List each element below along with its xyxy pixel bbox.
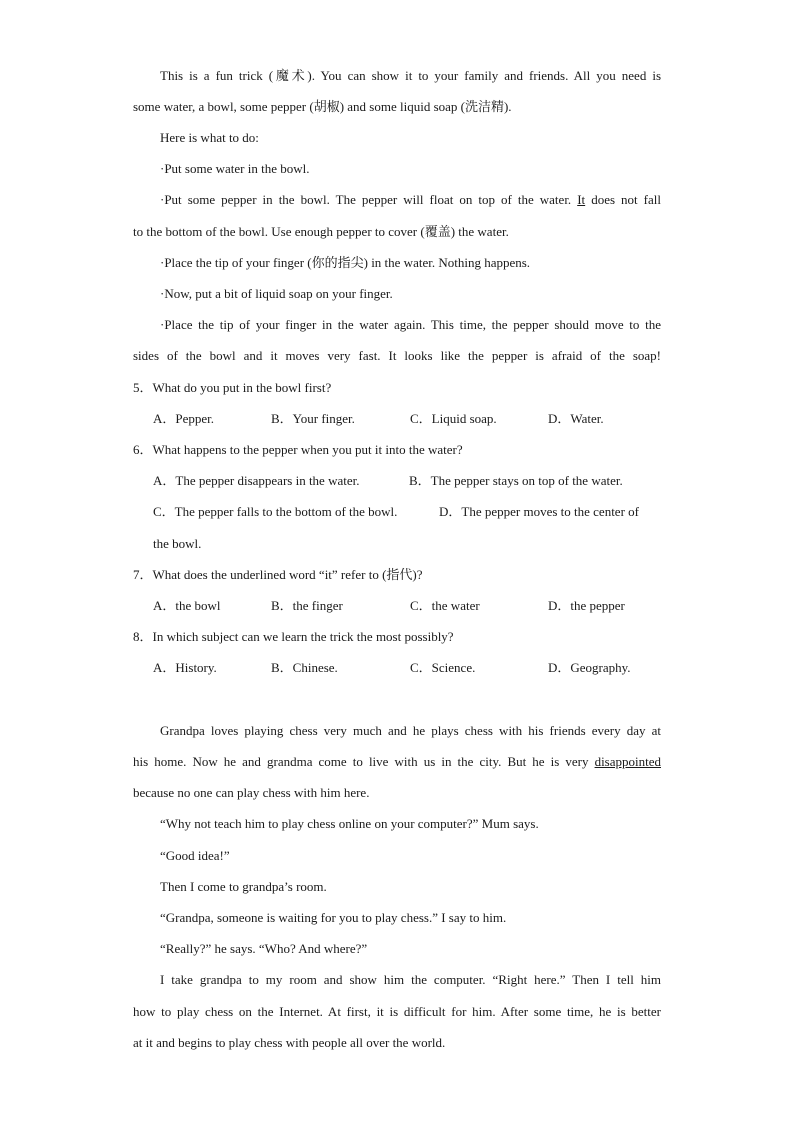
option[interactable]: D．Water.	[548, 411, 604, 426]
passage2-line: “Why not teach him to play chess online on your computer?” Mum says.	[160, 816, 539, 831]
passage2-line: because no one can play chess with him here.	[133, 785, 370, 800]
passage1-line: Here is what to do:	[160, 130, 259, 145]
step-line: ·Place the tip of your finger in the water again. This time, the pepper should move to the	[160, 317, 661, 332]
passage2-line: “Good idea!”	[160, 848, 230, 863]
option[interactable]: A．The pepper disappears in the water.	[153, 473, 360, 488]
underlined-it: It	[577, 192, 586, 207]
underlined-disappointed: disappointed	[594, 754, 661, 769]
option[interactable]: D．Geography.	[548, 660, 631, 675]
passage2-line: “Grandpa, someone is waiting for you to play chess.” I say to him.	[160, 910, 507, 925]
passage2-line: Then I come to grandpa’s room.	[160, 879, 327, 894]
option[interactable]: A．Pepper.	[153, 411, 215, 426]
option[interactable]: B．Chinese.	[271, 660, 338, 675]
option[interactable]: C．Science.	[410, 660, 476, 675]
option[interactable]: A．History.	[153, 660, 217, 675]
option[interactable]: B．the finger	[271, 598, 343, 613]
step-line: ·Place the tip of your finger (你的指尖) in the water. Nothing happens.	[160, 255, 531, 270]
option[interactable]: C．The pepper falls to the bottom of the bowl.	[153, 504, 398, 519]
option[interactable]: D．the pepper	[548, 598, 625, 613]
question-stem: 6．What happens to the pepper when you put it into the water?	[133, 442, 463, 457]
passage2-line: “Really?” he says. “Who? And where?”	[160, 941, 368, 956]
passage2-line	[133, 754, 661, 770]
passage1-line: some water, a bowl, some pepper (胡椒) and some liquid soap (洗洁精).	[133, 99, 512, 114]
option[interactable]: C．the water	[410, 598, 480, 613]
option-continuation-text: the bowl.	[153, 536, 202, 551]
step-line	[160, 192, 661, 208]
option[interactable]: C．Liquid soap.	[410, 411, 497, 426]
question-stem: 7．What does the underlined word “it” refer to (指代)?	[133, 567, 423, 582]
passage2-line: at it and begins to play chess with people all over the world.	[133, 1035, 446, 1050]
option[interactable]: B．The pepper stays on top of the water.	[409, 473, 623, 488]
passage2-line: I take grandpa to my room and show him the computer. “Right here.” Then I tell him	[160, 972, 661, 987]
step-line: sides of the bowl and it moves very fast. It looks like the pepper is afraid of the soap!	[133, 348, 661, 363]
step-line: to the bottom of the bowl. Use enough pepper to cover (覆盖) the water.	[133, 224, 509, 239]
text-span: ·Put some pepper in the bowl. The pepper will float on top of the water.	[160, 192, 578, 207]
question-stem: 5．What do you put in the bowl first?	[133, 380, 332, 395]
step-line: ·Now, put a bit of liquid soap on your finger.	[160, 286, 393, 301]
passage1-line: This is a fun trick (魔术). You can show it to your family and friends. All you need is	[160, 68, 661, 83]
passage2-line: how to play chess on the Internet. At first, it is difficult for him. After some time, he is better	[133, 1004, 661, 1019]
text-span: his home. Now he and grandma come to live with us in the city. But he is very	[133, 754, 595, 769]
passage2-line: Grandpa loves playing chess very much and he plays chess with his friends every day at	[160, 723, 661, 738]
option[interactable]: A．the bowl	[153, 598, 221, 613]
question-stem: 8．In which subject can we learn the trick the most possibly?	[133, 629, 454, 644]
option[interactable]: D．The pepper moves to the center of	[439, 504, 639, 519]
option[interactable]: B．Your finger.	[271, 411, 355, 426]
step-line: ·Put some water in the bowl.	[160, 161, 310, 176]
text-span: does not fall	[585, 192, 662, 207]
